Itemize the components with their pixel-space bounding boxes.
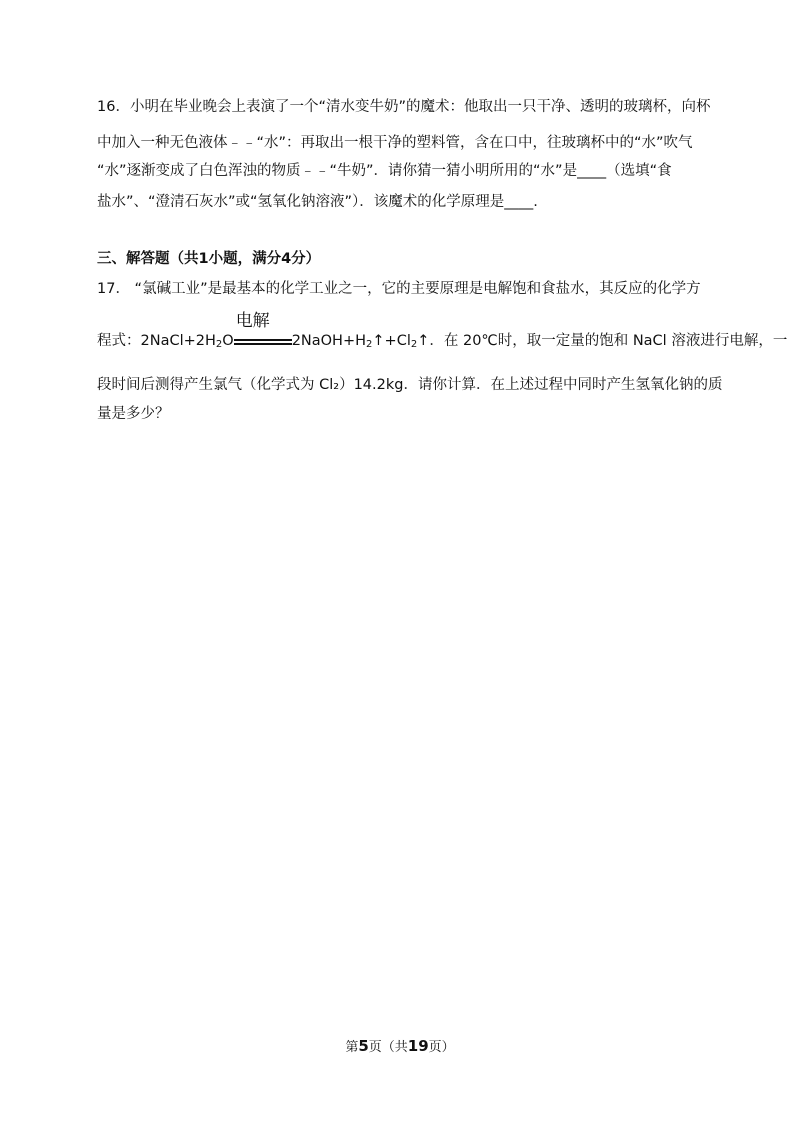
q16-line-3: “水”逐渐变成了白色浑浊的物质﹣﹣“牛奶”．请你猜一猜小明所用的“水”是____（选填“食 xyxy=(97,163,672,179)
section-heading: 三、解答题（共1小题，满分4分） xyxy=(97,251,321,267)
page-footer xyxy=(0,1036,800,1058)
footer-suffix: 页） xyxy=(428,1040,455,1055)
q17-line-4: 量是多少？ xyxy=(97,406,170,422)
footer-prefix: 第 xyxy=(345,1040,359,1055)
formula-h2o-sub: 2 xyxy=(215,339,223,350)
q16-line-4: 盐水”、“澄清石灰水”或“氢氧化钠溶液”）．该魔术的化学原理是____. xyxy=(97,194,538,210)
reaction-equals-sign xyxy=(234,311,292,351)
q17-line-1: 17． “氯碱工业”是最基本的化学工业之一，它的主要原理是电解饱和食盐水，其反应的化学方 xyxy=(97,281,701,297)
q16-line-2: 中加入一种无色液体﹣﹣“水”：再取出一根干净的塑料管，含在口中，往玻璃杯中的“水”吹气 xyxy=(97,135,693,151)
formula-product-1: 2NaOH+H xyxy=(291,333,367,349)
formula-cl2-sub: 2 xyxy=(410,339,418,350)
formula-suffix: ．在 20℃时，取一定量的饱和 NaCl 溶液进行电解，一 xyxy=(429,333,788,349)
equals-bar-top xyxy=(234,339,292,341)
q17-formula-line xyxy=(97,311,788,351)
footer-total-pages: 19 xyxy=(407,1037,429,1055)
formula-h2-sub: 2 xyxy=(366,339,373,350)
reaction-condition: 电解 xyxy=(235,311,270,331)
formula-prefix: 程式：2NaCl+2H xyxy=(97,333,216,349)
q17-line-3: 段时间后测得产生氯气（化学式为 Cl₂）14.2kg．请你计算．在上述过程中同时产生氢氧化钠的质 xyxy=(97,377,723,393)
equals-bar-bottom xyxy=(234,343,292,345)
formula-arrow-2: ↑ xyxy=(417,333,430,349)
formula-arrow-1: ↑+Cl xyxy=(372,333,411,349)
footer-middle: 页（共 xyxy=(368,1040,408,1055)
q16-line-1: 16．小明在毕业晚会上表演了一个“清水变牛奶”的魔术：他取出一只干净、透明的玻璃杯，向杯 xyxy=(97,99,711,115)
footer-page-number: 5 xyxy=(358,1037,369,1055)
formula-h2o-o: O xyxy=(222,333,234,349)
